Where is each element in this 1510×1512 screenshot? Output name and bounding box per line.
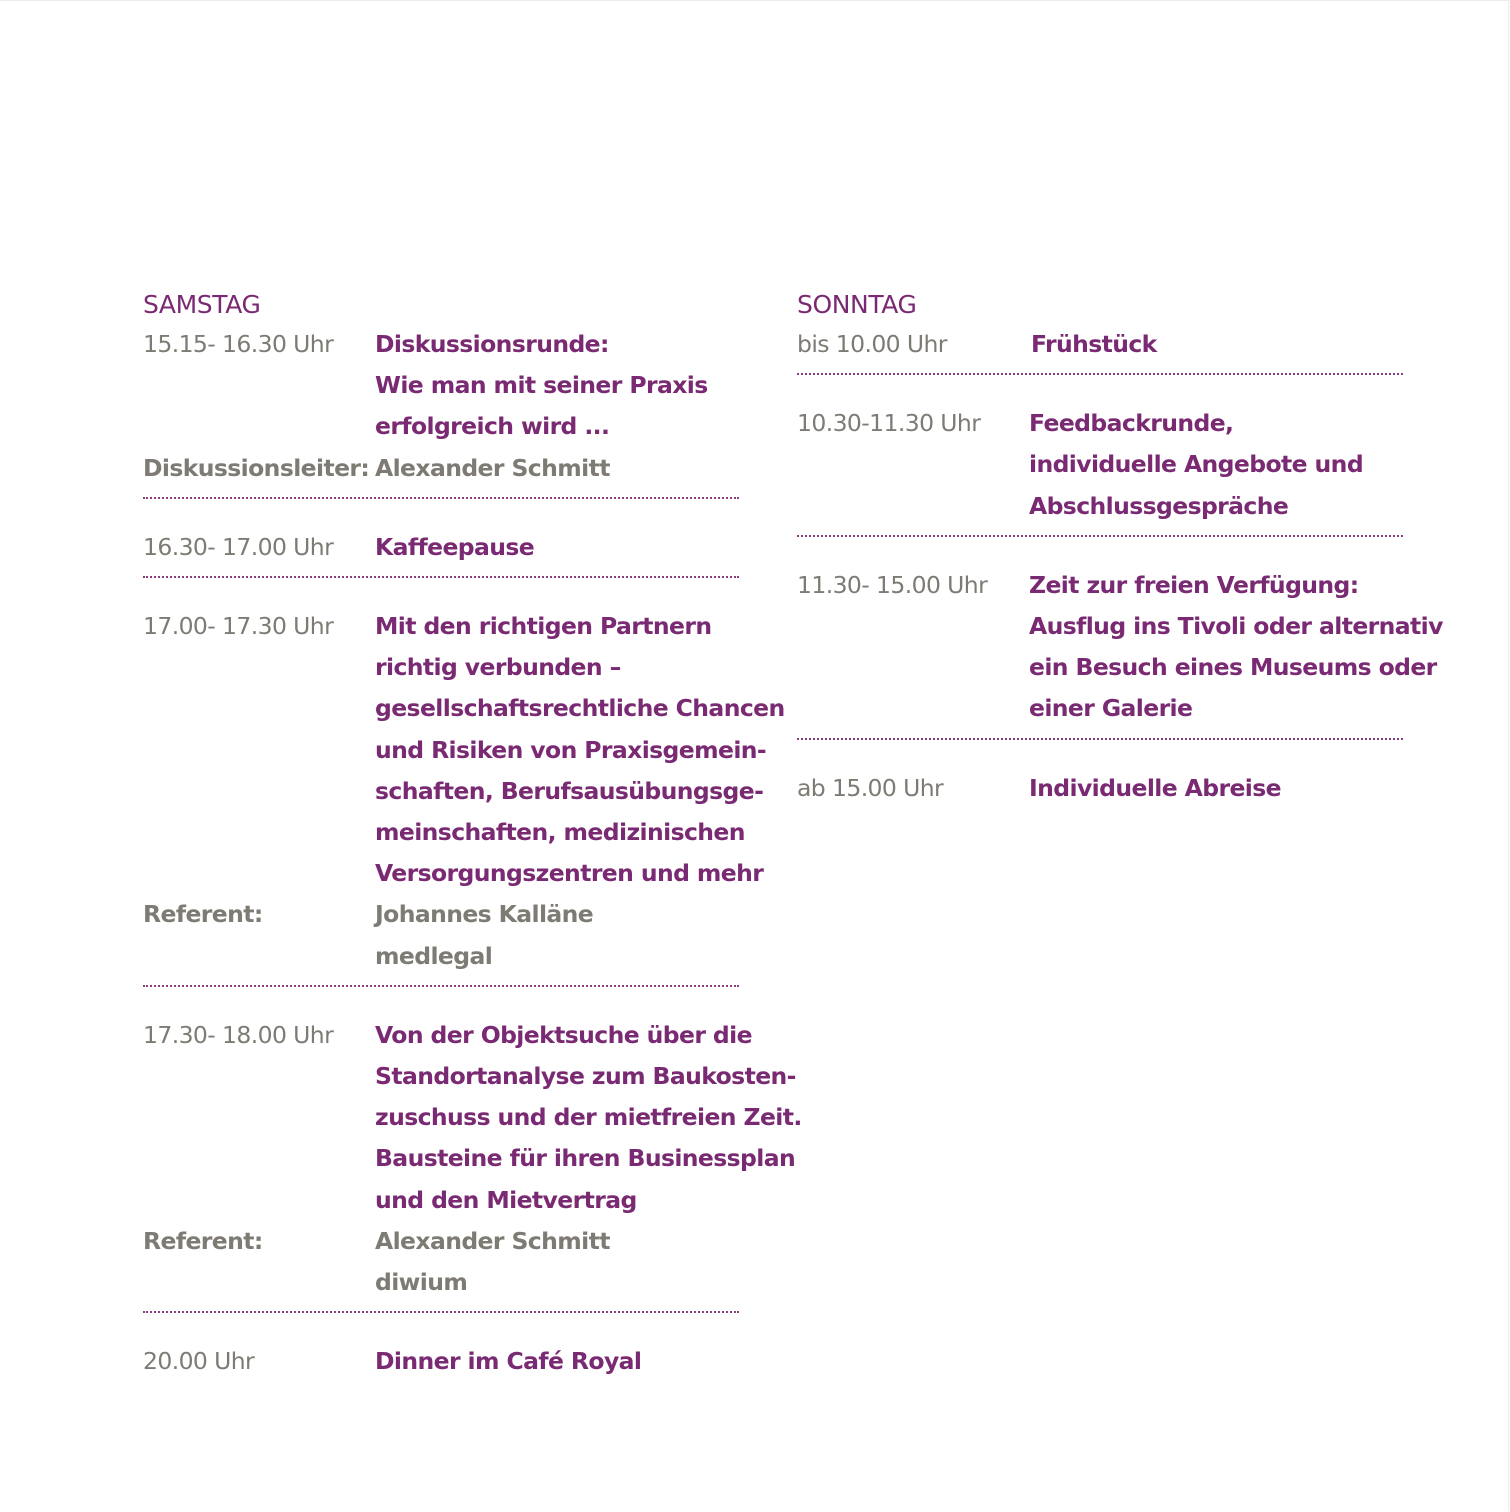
session-time: bis 10.00 Uhr: [797, 330, 947, 358]
divider: [797, 535, 1403, 537]
speaker-name: [375, 1221, 610, 1303]
session-title: [1029, 565, 1443, 730]
session-time: 16.30- 17.00 Uhr: [143, 532, 334, 561]
session-title-line: zuschuss und der mietfreien Zeit.: [375, 1103, 802, 1132]
session-saturday-3: [143, 606, 785, 977]
session-time: 11.30- 15.00 Uhr: [797, 570, 988, 599]
speaker-line: Alexander Schmitt: [375, 453, 610, 482]
session-time: 17.00- 17.30 Uhr: [143, 612, 334, 641]
saturday-schedule: [143, 286, 802, 1382]
session-title-line: Individuelle Abreise: [1029, 773, 1281, 802]
speaker-line: Johannes Kalläne: [375, 900, 594, 929]
session-title-line: Dinner im Café Royal: [375, 1347, 642, 1376]
divider: [143, 985, 739, 987]
speaker-line: medlegal: [375, 941, 493, 970]
session-title-line: Bausteine für ihren Businessplan: [375, 1144, 796, 1173]
session-title: [375, 1015, 802, 1221]
day-heading-saturday: SAMSTAG: [143, 290, 261, 319]
session-title: [375, 527, 534, 568]
session-sunday-2: [797, 403, 1403, 527]
divider: [143, 576, 739, 578]
session-title: [1029, 768, 1281, 809]
session-time: 10.30-11.30 Uhr: [797, 409, 981, 438]
session-title-line: Abschlussgespräche: [1029, 491, 1289, 520]
role-label: Referent:: [143, 900, 263, 929]
session-saturday-2: [143, 527, 739, 568]
divider: [143, 497, 739, 499]
session-title-line: richtig verbunden –: [375, 653, 621, 682]
session-saturday-1: [143, 324, 739, 489]
session-time: ab 15.00 Uhr: [797, 773, 944, 802]
session-title: [375, 324, 708, 448]
session-title-line: einer Galerie: [1029, 694, 1193, 723]
sunday-schedule: [797, 286, 1443, 809]
session-title-line: und den Mietvertrag: [375, 1185, 637, 1214]
speaker-name: [375, 894, 593, 976]
speaker-line: Alexander Schmitt: [375, 1226, 610, 1255]
session-title-line: Wie man mit seiner Praxis: [375, 371, 708, 400]
session-sunday-4: [797, 768, 1403, 809]
session-title-line: Diskussionsrunde:: [375, 330, 609, 358]
session-title-line: Frühstück: [1031, 330, 1157, 358]
session-title: [1029, 403, 1363, 527]
session-title: [375, 606, 785, 894]
session-sunday-1: [797, 324, 1403, 365]
session-title-line: Zeit zur freien Verfügung:: [1029, 570, 1359, 599]
session-title-line: gesellschaftsrechtliche Chancen: [375, 694, 785, 723]
session-title-line: Kaffeepause: [375, 532, 535, 561]
session-saturday-5: [143, 1341, 739, 1382]
session-title-line: individuelle Angebote und: [1029, 450, 1364, 479]
divider: [143, 1311, 739, 1313]
role-label: Diskussionsleiter:: [143, 453, 370, 482]
session-title-line: Mit den richtigen Partnern: [375, 612, 712, 641]
session-title: [1031, 324, 1157, 365]
session-title-line: Versorgungszentren und mehr: [375, 859, 764, 888]
session-sunday-3: [797, 565, 1443, 730]
session-title-line: Ausflug ins Tivoli oder alternativ: [1029, 612, 1443, 641]
divider: [797, 738, 1403, 740]
session-title-line: ein Besuch eines Museums oder: [1029, 653, 1437, 682]
session-title-line: Standortanalyse zum Baukosten-: [375, 1062, 796, 1091]
session-time: 20.00 Uhr: [143, 1347, 255, 1376]
speaker-line: diwium: [375, 1268, 468, 1297]
day-heading-sunday: SONNTAG: [797, 290, 917, 319]
session-time: 15.15- 16.30 Uhr: [143, 330, 334, 358]
session-title: [375, 1341, 641, 1382]
role-label: Referent:: [143, 1226, 263, 1255]
session-title-line: meinschaften, medizinischen: [375, 818, 745, 847]
session-title-line: Feedbackrunde,: [1029, 409, 1234, 438]
session-title-line: Von der Objektsuche über die: [375, 1020, 752, 1049]
session-saturday-4: [143, 1015, 802, 1303]
session-title-line: erfolgreich wird ...: [375, 412, 610, 441]
speaker-name: [375, 448, 610, 489]
session-title-line: schaften, Berufsausübungsge-: [375, 776, 764, 805]
session-title-line: und Risiken von Praxisgemein-: [375, 735, 767, 764]
divider: [797, 373, 1403, 375]
session-time: 17.30- 18.00 Uhr: [143, 1020, 334, 1049]
